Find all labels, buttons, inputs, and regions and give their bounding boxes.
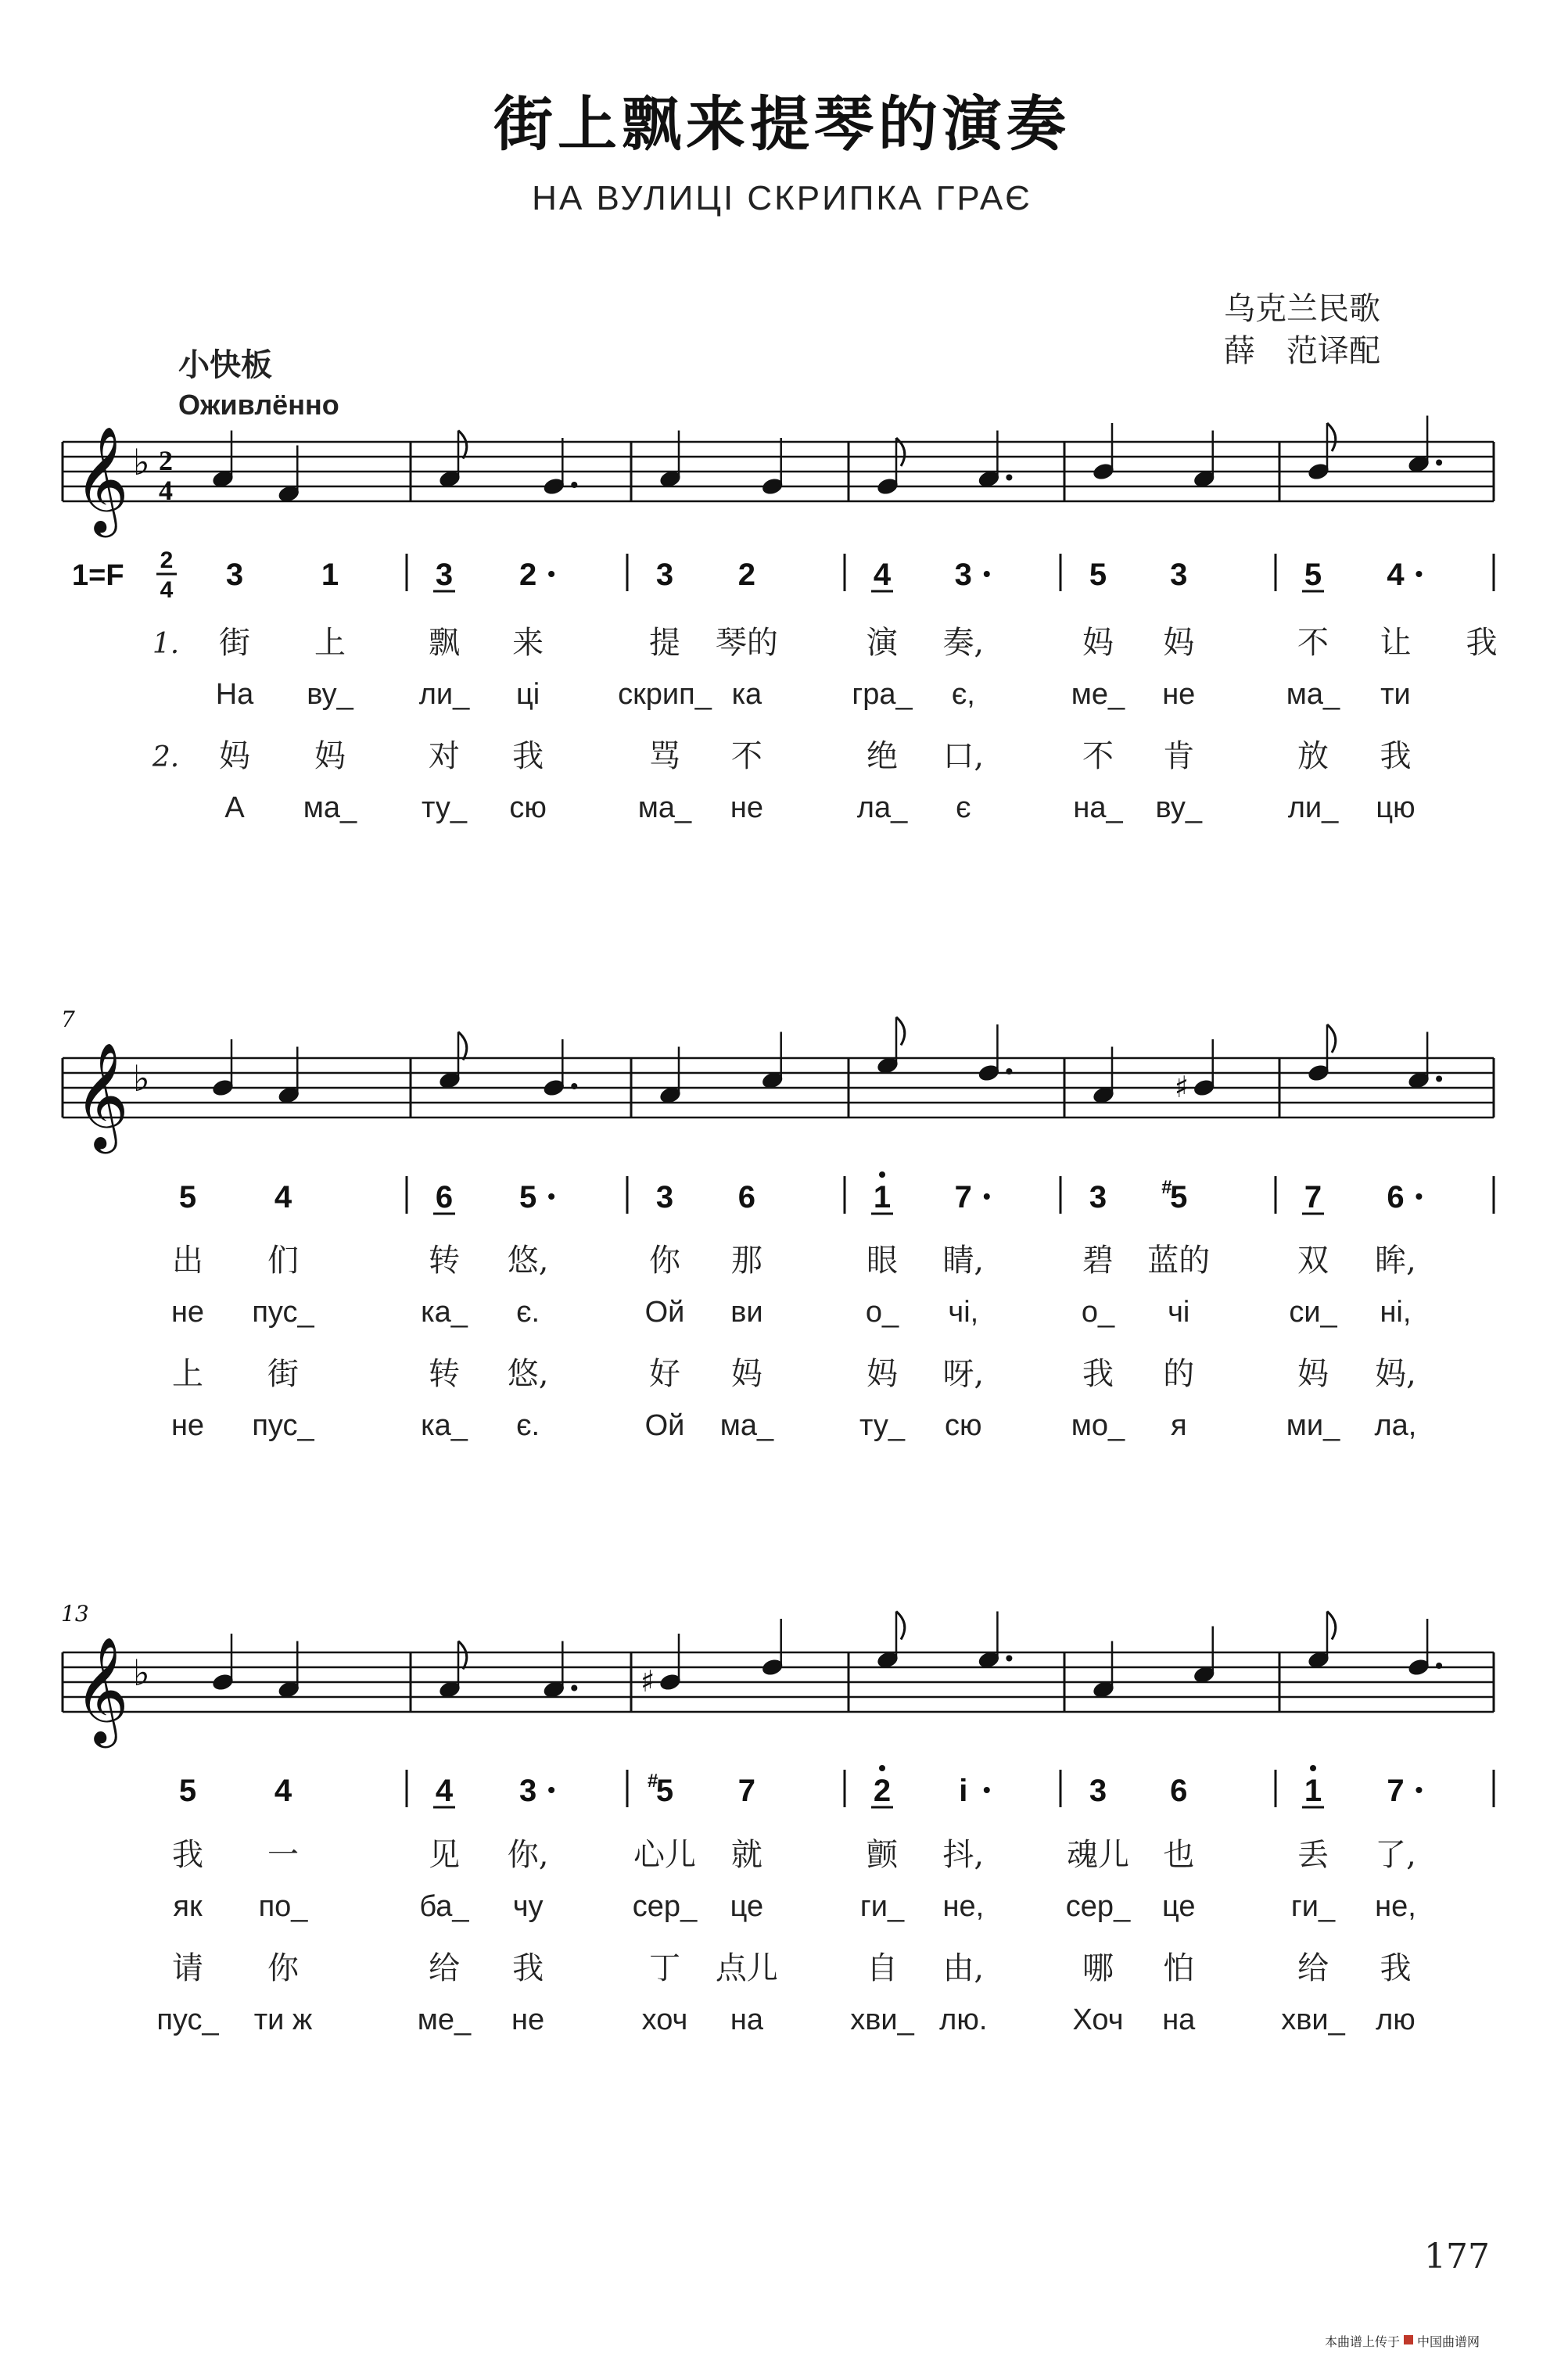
jianpu-note: 5 xyxy=(1304,558,1322,592)
lyric-ukrainian-verse-2: пус_ xyxy=(156,2004,219,2036)
lyric-chinese-verse-2: 我 xyxy=(1380,738,1412,774)
lyric-chinese-verse-2: 自 xyxy=(867,1950,898,1986)
lyric-ukrainian-verse-1: ка_ xyxy=(421,1296,468,1329)
note-flag xyxy=(458,1641,467,1670)
jianpu-note: 3 xyxy=(1089,1774,1107,1808)
flat-sign-icon: ♭ xyxy=(133,1651,150,1694)
sharp-sign-icon: ♯ xyxy=(640,1664,655,1699)
jianpu-note: 4 xyxy=(873,558,892,592)
jianpu-duration-dot xyxy=(1416,571,1422,577)
lyric-ukrainian-verse-1: сер_ xyxy=(632,1890,698,1923)
lyric-ukrainian-verse-2: є. xyxy=(516,1409,540,1442)
lyric-chinese-verse-2: 妈 xyxy=(1297,1356,1329,1392)
lyric-ukrainian-verse-1: ти xyxy=(1380,678,1411,711)
lyric-chinese-verse-1: 提 xyxy=(649,625,680,661)
jianpu-note: 7 xyxy=(954,1180,972,1214)
note-flag xyxy=(458,431,467,459)
lyric-chinese-verse-1: 悠, xyxy=(507,1243,549,1279)
lyric-chinese-verse-2: 请 xyxy=(172,1950,203,1986)
jianpu-note: 3 xyxy=(225,558,244,592)
lyric-ukrainian-verse-2: хоч xyxy=(641,2004,688,2036)
lyric-chinese-verse-2: 妈 xyxy=(219,738,250,774)
tempo-russian: Оживлённо xyxy=(178,389,339,421)
lyric-ukrainian-verse-2: цю xyxy=(1376,791,1416,824)
lyric-chinese-verse-2: 由, xyxy=(942,1950,985,1986)
jianpu-note: 4 xyxy=(435,1774,454,1808)
jianpu-note: 4 xyxy=(274,1180,292,1214)
lyric-chinese-verse-1: 丢 xyxy=(1297,1837,1329,1873)
lyric-ukrainian-verse-2: сю xyxy=(945,1409,982,1442)
lyric-chinese-verse-2: 不 xyxy=(1082,738,1114,774)
jianpu-note: 3 xyxy=(1089,1180,1107,1214)
lyric-chinese-verse-2: 上 xyxy=(172,1356,203,1392)
jianpu-duration-dot xyxy=(984,1193,990,1200)
credit-translator: 薛 范译配 xyxy=(1224,333,1380,369)
music-system xyxy=(61,1601,1494,2036)
note-flag xyxy=(1327,423,1336,451)
augmentation-dot xyxy=(1436,1663,1442,1669)
lyric-ukrainian-verse-1: ги_ xyxy=(1290,1890,1336,1923)
lyric-ukrainian-verse-1: чі, xyxy=(948,1296,979,1329)
jianpu-note: 6 xyxy=(435,1180,454,1214)
footer-logo-text: 中国曲谱网 xyxy=(1417,2334,1480,2349)
footer-logo-icon xyxy=(1404,2335,1413,2344)
lyric-chinese-verse-2: 怕 xyxy=(1163,1950,1195,1986)
lyric-ukrainian-verse-1: як xyxy=(173,1890,203,1923)
treble-clef-icon: 𝄞 xyxy=(74,425,129,533)
augmentation-dot xyxy=(1436,1076,1442,1082)
music-system xyxy=(61,1006,1494,1442)
lyric-ukrainian-verse-1: ву_ xyxy=(307,678,353,711)
jianpu-note: 5 xyxy=(655,1774,674,1808)
lyric-chinese-verse-2: 你 xyxy=(267,1950,299,1986)
measure-number: 7 xyxy=(61,1006,75,1032)
lyric-ukrainian-verse-2: ла, xyxy=(1374,1409,1417,1442)
lyric-chinese-verse-2: 悠, xyxy=(507,1356,549,1392)
augmentation-dot xyxy=(1436,460,1442,466)
jianpu-note: 3 xyxy=(655,1180,674,1214)
jianpu-high-octave-dot xyxy=(879,1765,885,1771)
lyric-ukrainian-verse-2: ма_ xyxy=(719,1409,774,1442)
lyric-chinese-verse-1: 魂儿 xyxy=(1067,1837,1129,1873)
jianpu-duration-dot xyxy=(548,1193,554,1200)
lyric-ukrainian-verse-2: ма_ xyxy=(303,791,357,824)
jianpu-duration-dot xyxy=(984,571,990,577)
lyric-chinese-verse-1: 也 xyxy=(1163,1837,1195,1873)
augmentation-dot xyxy=(571,482,577,488)
jianpu-sharp-icon: # xyxy=(1161,1177,1172,1198)
lyric-chinese-verse-2: 口, xyxy=(942,738,985,774)
jianpu-duration-dot xyxy=(1416,1193,1422,1200)
music-system xyxy=(63,416,1497,825)
lyric-chinese-verse-1: 你, xyxy=(507,1837,549,1873)
lyric-ukrainian-verse-1: чі xyxy=(1168,1296,1190,1329)
lyric-ukrainian-verse-1: не xyxy=(170,1296,205,1329)
lyric-ukrainian-verse-1: ме_ xyxy=(1071,678,1125,711)
lyric-chinese-verse-1: 碧 xyxy=(1082,1243,1114,1279)
lyric-ukrainian-verse-1: є. xyxy=(516,1296,540,1329)
lyric-chinese-verse-2: 绝 xyxy=(867,738,898,774)
jianpu-note: 3 xyxy=(954,558,972,592)
note-flag xyxy=(896,1612,905,1640)
lyric-ukrainian-verse-1: гра_ xyxy=(852,678,913,711)
lyric-chinese-verse-2: 妈 xyxy=(867,1356,898,1392)
jianpu-high-octave-dot xyxy=(879,1171,885,1178)
lyric-chinese-verse-2: 的 xyxy=(1163,1356,1195,1392)
jianpu-note: 3 xyxy=(655,558,674,592)
lyric-chinese-verse-1: 我 xyxy=(1466,625,1498,661)
note-flag xyxy=(1327,1612,1336,1640)
lyric-chinese-verse-2: 丁 xyxy=(649,1950,680,1986)
song-subtitle: НА ВУЛИЦІ СКРИПКА ГРАЄ xyxy=(532,179,1032,217)
lyric-chinese-verse-2: 骂 xyxy=(649,738,680,774)
footer-text: 本曲谱上传于 xyxy=(1324,2334,1400,2349)
lyric-chinese-verse-1: 演 xyxy=(867,625,898,661)
flat-sign-icon: ♭ xyxy=(133,1057,150,1100)
lyric-chinese-verse-1: 眸, xyxy=(1375,1243,1416,1279)
lyric-ukrainian-verse-2: хви_ xyxy=(1281,2004,1345,2036)
jianpu-note: i xyxy=(959,1774,968,1808)
lyric-ukrainian-verse-2: сю xyxy=(509,791,547,824)
jianpu-note: 1 xyxy=(873,1180,892,1214)
lyric-ukrainian-verse-2: ми_ xyxy=(1286,1409,1340,1442)
lyric-chinese-verse-1: 颤 xyxy=(867,1837,898,1873)
jianpu-note: 6 xyxy=(737,1180,756,1214)
lyric-ukrainian-verse-1: ка xyxy=(731,678,762,711)
lyric-chinese-verse-1: 奏, xyxy=(942,625,985,661)
lyric-chinese-verse-1: 让 xyxy=(1380,625,1412,661)
lyric-ukrainian-verse-2: Хоч xyxy=(1072,2004,1124,2036)
lyric-ukrainian-verse-2: ли_ xyxy=(1287,791,1339,824)
music-systems xyxy=(61,416,1497,2037)
lyric-ukrainian-verse-2: є xyxy=(956,791,971,824)
jianpu-note: 5 xyxy=(178,1774,197,1808)
lyric-chinese-verse-1: 你 xyxy=(649,1243,680,1279)
lyric-chinese-verse-1: 双 xyxy=(1297,1243,1329,1279)
lyric-chinese-verse-2: 不 xyxy=(730,738,762,774)
lyric-ukrainian-verse-1: о_ xyxy=(1081,1296,1115,1329)
lyric-chinese-verse-2: 我 xyxy=(1380,1950,1412,1986)
jianpu-sharp-icon: # xyxy=(648,1770,658,1792)
lyric-ukrainian-verse-1: сер_ xyxy=(1065,1890,1131,1923)
lyric-ukrainian-verse-1: не, xyxy=(1375,1890,1416,1923)
lyric-chinese-verse-2: 我 xyxy=(512,1950,544,1986)
lyric-ukrainian-verse-2: не xyxy=(170,1409,205,1442)
jianpu-note: 7 xyxy=(1304,1180,1322,1214)
lyric-ukrainian-verse-2: лю. xyxy=(939,2004,988,2036)
lyric-ukrainian-verse-2: я xyxy=(1170,1409,1187,1442)
lyric-chinese-verse-1: 了, xyxy=(1375,1837,1416,1873)
augmentation-dot xyxy=(1006,1068,1012,1074)
jianpu-time-bottom: 4 xyxy=(160,577,174,603)
lyric-chinese-verse-1: 街 xyxy=(219,625,250,661)
lyric-chinese-verse-1: 见 xyxy=(429,1837,460,1873)
lyric-ukrainian-verse-1: ні, xyxy=(1380,1296,1412,1329)
song-title: 街上飘来提琴的演奏 xyxy=(493,89,1071,159)
lyric-ukrainian-verse-2: мо_ xyxy=(1071,1409,1125,1442)
lyric-ukrainian-verse-2: Ой xyxy=(644,1409,685,1442)
lyric-chinese-verse-2: 妈, xyxy=(1375,1356,1416,1392)
lyric-ukrainian-verse-2: А xyxy=(224,791,245,824)
staff-time-top: 2 xyxy=(159,445,173,477)
lyric-chinese-verse-2: 街 xyxy=(267,1356,299,1392)
jianpu-note: 3 xyxy=(518,1774,537,1808)
lyric-chinese-verse-2: 给 xyxy=(1297,1950,1329,1986)
footer-watermark xyxy=(1325,2334,1480,2349)
lyric-ukrainian-verse-2: ла_ xyxy=(856,791,908,824)
jianpu-note: 5 xyxy=(1170,1180,1188,1214)
key-signature: 1=F xyxy=(72,559,124,592)
jianpu-note: 1 xyxy=(321,558,339,592)
jianpu-note: 2 xyxy=(518,558,537,592)
lyric-ukrainian-verse-1: ма_ xyxy=(1286,678,1340,711)
lyric-ukrainian-verse-1: ли_ xyxy=(418,678,470,711)
augmentation-dot xyxy=(571,1685,577,1692)
lyric-ukrainian-verse-1: це xyxy=(730,1890,764,1923)
lyric-chinese-verse-2: 呀, xyxy=(942,1356,985,1392)
jianpu-note: 6 xyxy=(1170,1774,1188,1808)
note-flag xyxy=(1327,1024,1336,1053)
lyric-ukrainian-verse-1: ці xyxy=(515,678,540,711)
jianpu-time-top: 2 xyxy=(160,547,174,573)
lyric-ukrainian-verse-2: ме_ xyxy=(417,2004,472,2036)
lyric-chinese-verse-1: 们 xyxy=(267,1243,299,1279)
augmentation-dot xyxy=(1006,1656,1012,1662)
lyric-ukrainian-verse-2: не xyxy=(730,791,763,824)
lyric-chinese-verse-1: 妈 xyxy=(1163,625,1195,661)
jianpu-duration-dot xyxy=(548,571,554,577)
flat-sign-icon: ♭ xyxy=(133,440,150,483)
lyric-ukrainian-verse-2: ка_ xyxy=(421,1409,468,1442)
jianpu-note: 2 xyxy=(737,558,756,592)
lyric-chinese-verse-2: 妈 xyxy=(314,738,346,774)
lyric-chinese-verse-1: 不 xyxy=(1297,625,1329,661)
lyric-chinese-verse-1: 眼 xyxy=(867,1243,898,1279)
jianpu-high-octave-dot xyxy=(1310,1765,1316,1771)
lyric-chinese-verse-2: 放 xyxy=(1297,738,1329,774)
note-flag xyxy=(896,1017,905,1046)
measure-number: 13 xyxy=(61,1601,89,1627)
jianpu-note: 4 xyxy=(1387,558,1405,592)
augmentation-dot xyxy=(571,1083,577,1089)
lyric-chinese-verse-1: 琴的 xyxy=(715,625,778,661)
lyric-ukrainian-verse-2: на_ xyxy=(1073,791,1123,824)
lyric-chinese-verse-1: 上 xyxy=(314,625,346,661)
lyric-ukrainian-verse-1: ви xyxy=(730,1296,763,1329)
lyric-chinese-verse-1: 来 xyxy=(512,625,544,661)
lyric-chinese-verse-2: 我 xyxy=(512,738,544,774)
lyric-ukrainian-verse-1: ги_ xyxy=(859,1890,905,1923)
lyric-chinese-verse-2: 哪 xyxy=(1082,1950,1114,1986)
lyric-ukrainian-verse-1: скрип_ xyxy=(618,678,712,711)
lyric-chinese-verse-1: 心儿 xyxy=(633,1837,696,1873)
lyric-ukrainian-verse-1: чу xyxy=(512,1890,544,1923)
lyric-chinese-verse-1: 一 xyxy=(267,1837,299,1873)
lyric-ukrainian-verse-2: ту_ xyxy=(859,1409,905,1442)
jianpu-note: 3 xyxy=(435,558,454,592)
credit-origin: 乌克兰民歌 xyxy=(1224,291,1380,327)
jianpu-note: 4 xyxy=(274,1774,292,1808)
sharp-sign-icon: ♯ xyxy=(1174,1070,1189,1104)
lyric-ukrainian-verse-2: ву_ xyxy=(1155,791,1202,824)
lyric-chinese-verse-2: 点儿 xyxy=(715,1950,778,1986)
lyric-chinese-verse-1: 妈 xyxy=(1082,625,1114,661)
verse-label: 1. xyxy=(152,628,180,660)
jianpu-note: 5 xyxy=(178,1180,197,1214)
lyric-chinese-verse-2: 肯 xyxy=(1163,738,1195,774)
augmentation-dot xyxy=(1006,475,1012,481)
lyric-chinese-verse-1: 抖, xyxy=(942,1837,985,1873)
lyric-ukrainian-verse-2: ти ж xyxy=(253,2004,313,2036)
lyric-ukrainian-verse-2: лю xyxy=(1376,2004,1416,2036)
lyric-ukrainian-verse-1: по_ xyxy=(258,1890,308,1923)
lyric-ukrainian-verse-2: на xyxy=(730,2004,763,2036)
lyric-chinese-verse-1: 睛, xyxy=(942,1243,985,1279)
lyric-ukrainian-verse-2: ма_ xyxy=(637,791,692,824)
lyric-chinese-verse-2: 我 xyxy=(1082,1356,1114,1392)
page-number: 177 xyxy=(1424,2237,1490,2276)
lyric-ukrainian-verse-1: о_ xyxy=(865,1296,899,1329)
lyric-ukrainian-verse-1: На xyxy=(215,678,254,711)
lyric-chinese-verse-2: 妈 xyxy=(730,1356,762,1392)
jianpu-note: 2 xyxy=(873,1774,892,1808)
lyric-ukrainian-verse-2: на xyxy=(1162,2004,1196,2036)
lyric-ukrainian-verse-1: Ой xyxy=(644,1296,685,1329)
lyric-chinese-verse-1: 出 xyxy=(172,1243,203,1279)
jianpu-note: 6 xyxy=(1387,1180,1405,1214)
lyric-chinese-verse-1: 我 xyxy=(172,1837,203,1873)
lyric-ukrainian-verse-1: си_ xyxy=(1289,1296,1337,1329)
jianpu-duration-dot xyxy=(548,1787,554,1793)
lyric-ukrainian-verse-1: це xyxy=(1162,1890,1196,1923)
tempo-chinese: 小快板 xyxy=(178,346,272,383)
jianpu-note: 5 xyxy=(518,1180,537,1214)
lyric-ukrainian-verse-1: пус_ xyxy=(252,1296,314,1329)
lyric-chinese-verse-1: 就 xyxy=(730,1837,762,1873)
lyric-ukrainian-verse-1: не xyxy=(1162,678,1196,711)
lyric-chinese-verse-2: 转 xyxy=(429,1356,460,1392)
verse-label: 2. xyxy=(152,741,180,773)
lyric-chinese-verse-2: 给 xyxy=(429,1950,460,1986)
jianpu-duration-dot xyxy=(1416,1787,1422,1793)
lyric-chinese-verse-1: 蓝的 xyxy=(1147,1243,1211,1279)
note-flag xyxy=(458,1032,467,1060)
lyric-ukrainian-verse-2: хви_ xyxy=(850,2004,914,2036)
lyric-chinese-verse-2: 对 xyxy=(429,738,460,774)
jianpu-note: 5 xyxy=(1089,558,1107,592)
jianpu-note: 7 xyxy=(737,1774,756,1808)
lyric-ukrainian-verse-2: пус_ xyxy=(252,1409,314,1442)
lyric-ukrainian-verse-2: не xyxy=(511,2004,545,2036)
treble-clef-icon: 𝄞 xyxy=(74,1635,129,1743)
staff-time-bottom: 4 xyxy=(159,475,173,507)
jianpu-duration-dot xyxy=(984,1787,990,1793)
jianpu-note: 3 xyxy=(1170,558,1188,592)
lyric-ukrainian-verse-2: ту_ xyxy=(422,791,467,824)
jianpu-note: 1 xyxy=(1304,1774,1322,1808)
lyric-chinese-verse-2: 好 xyxy=(649,1356,680,1392)
lyric-chinese-verse-1: 那 xyxy=(730,1243,762,1279)
jianpu-note: 7 xyxy=(1387,1774,1405,1808)
treble-clef-icon: 𝄞 xyxy=(74,1041,129,1149)
lyric-ukrainian-verse-1: ба_ xyxy=(419,1890,469,1923)
lyric-ukrainian-verse-1: не, xyxy=(942,1890,985,1923)
lyric-ukrainian-verse-1: є, xyxy=(951,678,975,711)
lyric-chinese-verse-1: 飘 xyxy=(429,625,460,661)
lyric-chinese-verse-1: 转 xyxy=(429,1243,460,1279)
